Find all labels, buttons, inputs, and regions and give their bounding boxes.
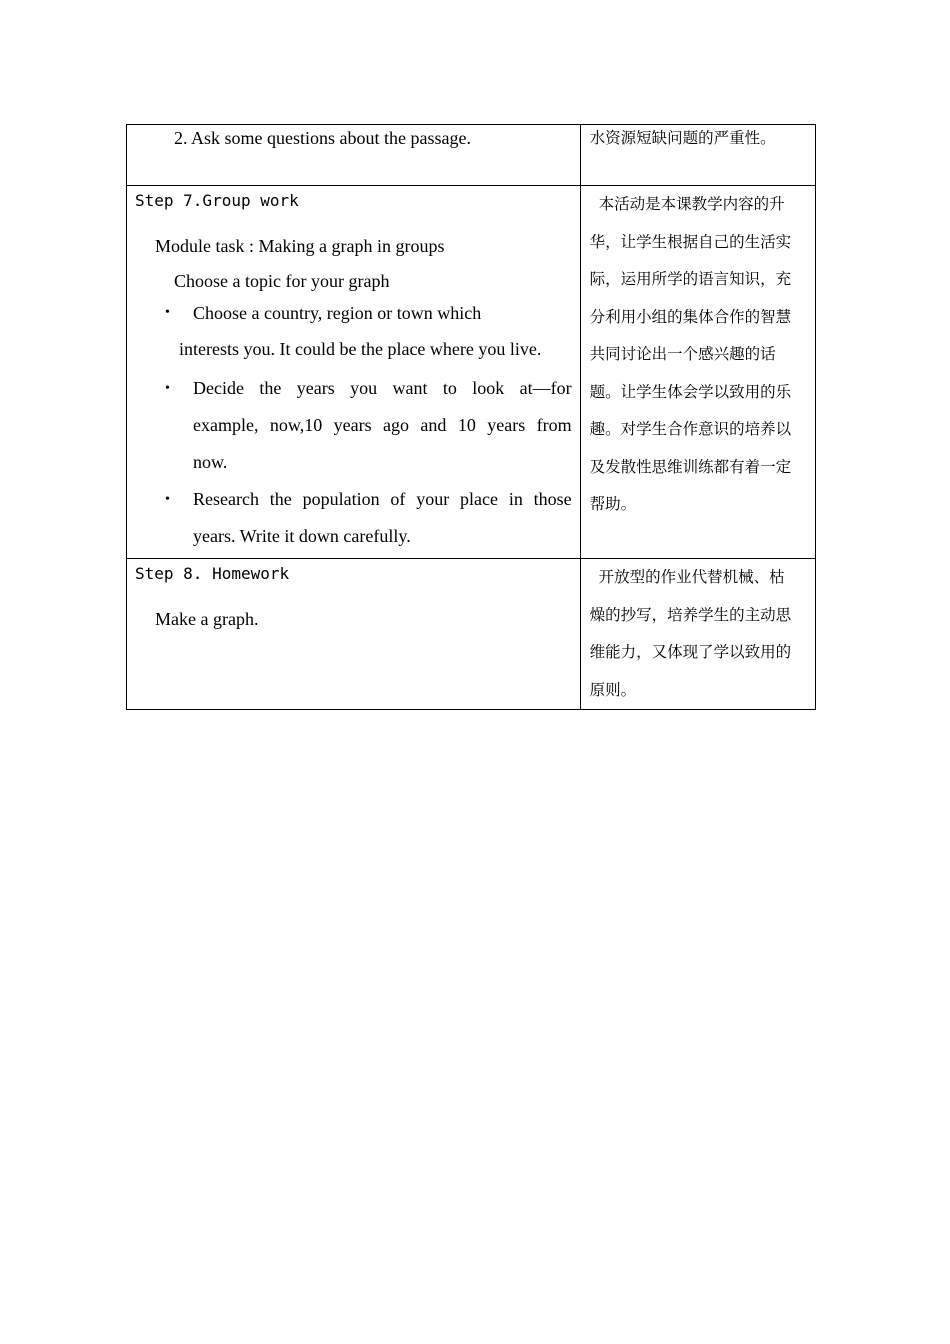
- purpose-line: 题。让学生体会学以致用的乐: [589, 382, 792, 401]
- procedure-cell: [127, 186, 581, 559]
- procedure-cell: [127, 125, 581, 186]
- purpose-line: 际，运用所学的语言知识，充: [589, 270, 792, 288]
- list-item-text: Decide the years you want to look at—for: [193, 378, 572, 398]
- list-item-text: example, now,10 years ago and 10 years from: [193, 415, 572, 435]
- list-item-text: Choose a country, region or town which: [193, 303, 482, 323]
- list-item-text: interests you. It could be the place where you live.: [179, 339, 542, 359]
- step-title: Step 7.Group work: [135, 191, 299, 210]
- purpose-line: 共同讨论出一个感兴趣的话: [589, 345, 776, 363]
- bullet-marker: •: [165, 492, 170, 507]
- list-item: [127, 481, 580, 555]
- table-row: [127, 125, 816, 186]
- purpose-line: 燥的抄写，培养学生的主动思: [589, 605, 792, 624]
- purpose-line: 趣。对学生合作意识的培养以: [589, 420, 792, 438]
- purpose-line: 原则。: [589, 680, 637, 699]
- purpose-line: 开放型的作业代替机械、枯: [598, 568, 785, 586]
- bullet-marker: •: [165, 305, 170, 320]
- step-title: Step 8. Homework: [135, 564, 290, 583]
- purpose-cell: [580, 559, 815, 710]
- homework-text: Make a graph.: [155, 609, 259, 629]
- procedure-cell: [127, 559, 581, 710]
- purpose-line: 维能力，又体现了学以致用的: [589, 643, 792, 661]
- purpose-line: 本活动是本课教学内容的升: [598, 195, 785, 213]
- purpose-line: 分利用小组的集体合作的智慧: [589, 307, 792, 326]
- purpose-cell: [580, 186, 815, 559]
- list-item: [127, 370, 580, 481]
- task-list: [127, 298, 580, 555]
- purpose-line: 帮助。: [589, 495, 637, 513]
- bullet-marker: •: [165, 381, 170, 396]
- list-item-text: years. Write it down carefully.: [193, 526, 411, 546]
- list-item: [127, 298, 580, 370]
- purpose-cell: [580, 125, 815, 186]
- list-item-text: now.: [193, 452, 228, 472]
- module-task-text: Module task : Making a graph in groups: [155, 236, 445, 256]
- lesson-plan-table: [126, 124, 816, 710]
- table-row: [127, 559, 816, 710]
- table-row: [127, 186, 816, 559]
- question-text: 2. Ask some questions about the passage.: [174, 128, 471, 148]
- choose-topic-text: Choose a topic for your graph: [174, 271, 390, 291]
- purpose-line: 及发散性思维训练都有着一定: [589, 457, 792, 476]
- purpose-line: 华，让学生根据自己的生活实: [589, 232, 792, 251]
- purpose-line: 水资源短缺问题的严重性。: [589, 129, 776, 147]
- list-item-text: Research the population of your place in those: [193, 489, 572, 509]
